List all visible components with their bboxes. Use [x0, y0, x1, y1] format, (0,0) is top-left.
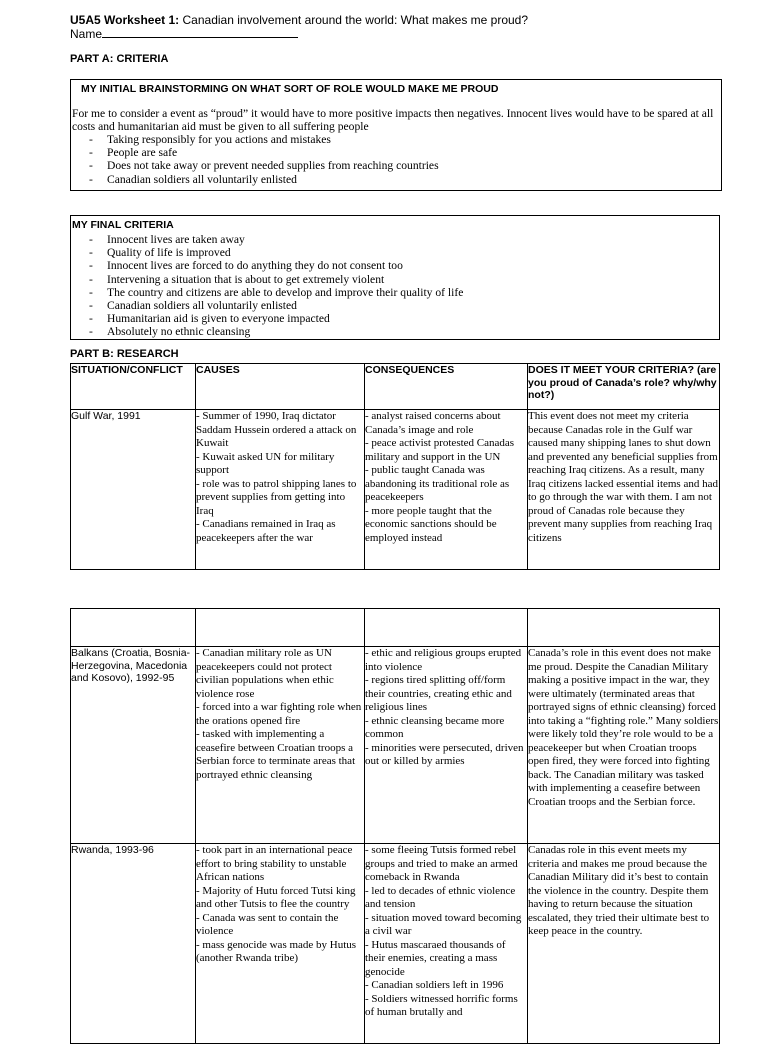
- cause-item: - forced into a war fighting role when the orations opened fire: [196, 701, 362, 727]
- situation-cell: Rwanda, 1993-96: [71, 844, 196, 1044]
- name-line[interactable]: [70, 27, 298, 41]
- research-table-2: [70, 608, 720, 1044]
- list-item: - The country and citizens are able to develop and improve their quality of life: [72, 286, 712, 299]
- consequence-item: - Canadian soldiers left in 1996: [365, 979, 504, 991]
- list-item: - Canadian soldiers all voluntarily enlisted: [72, 299, 712, 312]
- cause-item: - Majority of Hutu forced Tutsi king and other Tutsis to flee the country: [196, 884, 356, 910]
- consequence-item: - ethic and religious groups erupted into violence: [365, 647, 522, 673]
- table-row: [71, 410, 720, 570]
- cause-item: - Canada was sent to contain the violence: [196, 911, 339, 937]
- empty-header-cell: [528, 609, 720, 647]
- table-header-row-empty: [71, 609, 720, 647]
- consequence-item: - some fleeing Tutsis formed rebel groups and tried to make an armed comeback in Rwanda: [365, 844, 518, 883]
- worksheet-title: [70, 13, 528, 27]
- initial-brainstorming-box: [70, 79, 722, 191]
- table-row: [71, 844, 720, 1044]
- cause-item: - Kuwait asked UN for military support: [196, 450, 335, 476]
- consequence-item: - regions tired splitting off/form their countries, creating ethic and religious lines: [365, 674, 512, 713]
- list-item: - Absolutely no ethnic cleansing: [72, 325, 712, 338]
- consequence-item: - peace activist protested Canadas military and support in the UN: [365, 437, 515, 463]
- part-a-heading: PART A: CRITERIA: [70, 53, 169, 65]
- consequence-item: - ethnic cleansing became more common: [365, 714, 505, 740]
- list-item: - Taking responsibly for you actions and mistakes: [72, 133, 712, 146]
- list-item: - Innocent lives are forced to do anything they do not consent too: [72, 259, 712, 272]
- empty-header-cell: [71, 609, 196, 647]
- criteria-cell: Canadas role in this event meets my criteria and makes me proud because the Canadian Military did it’s best to contain the violence in the country. Despite them having to return because the situation escalated, they tried their ultimate best to keep peace in the country.: [528, 844, 720, 1044]
- cause-item: - mass genocide was made by Hutus (another Rwanda tribe): [196, 938, 357, 964]
- consequence-item: - Hutus mascaraed thousands of their enemies, creating a mass genocide: [365, 938, 506, 978]
- empty-header-cell: [365, 609, 528, 647]
- list-item: - Intervening a situation that is about to get extremely violent: [72, 273, 712, 286]
- criteria-cell: This event does not meet my criteria because Canadas role in the Gulf war caused many shipping lanes to shut down and prevented any beneficial supplies from reaching Iraq citizens. As a result, many Iraq citizens lacked essential items and had to go through the war with them. I am not proud of Canadas role because they prevent many supplies from reaching Iraq citizens: [528, 410, 720, 570]
- causes-cell: [196, 844, 365, 1044]
- list-item: - People are safe: [72, 146, 712, 159]
- consequence-item: - minorities were persecuted, driven out or killed by armies: [365, 741, 524, 767]
- consequence-item: - situation moved toward becoming a civil war: [365, 911, 522, 937]
- final-criteria-list: [72, 233, 712, 339]
- consequences-cell: [365, 844, 528, 1044]
- cause-item: - Summer of 1990, Iraq dictator Saddam Hussein ordered a attack on Kuwait: [196, 410, 357, 449]
- situation-cell: Gulf War, 1991: [71, 410, 196, 570]
- list-item: - Quality of life is improved: [72, 246, 712, 259]
- initial-brainstorming-paragraph: For me to consider a event as “proud” it would have to more positive impacts then negatives. Innocent lives would have to be spared at all costs and humanitarian aid must be given to all suffering people: [72, 107, 714, 134]
- research-table-1: [70, 363, 720, 570]
- initial-brainstorming-heading: MY INITIAL BRAINSTORMING ON WHAT SORT OF ROLE WOULD MAKE ME PROUD: [81, 83, 499, 95]
- column-header-causes: CAUSES: [196, 364, 365, 410]
- causes-cell: [196, 410, 365, 570]
- situation-cell: Balkans (Croatia, Bosnia- Herzegovina, Macedonia and Kosovo), 1992-95: [71, 647, 196, 844]
- consequence-item: - Soldiers witnessed horrific forms of human brutally and: [365, 992, 518, 1018]
- cause-item: - tasked with implementing a ceasefire between Croatian troops a Serbian force to terminate areas that portrayed ethnic cleansing: [196, 728, 356, 781]
- column-header-consequences: CONSEQUENCES: [365, 364, 528, 410]
- final-criteria-heading: MY FINAL CRITERIA: [72, 219, 174, 231]
- cause-item: - Canadians remained in Iraq as peacekeepers after the war: [196, 518, 336, 544]
- criteria-cell: Canada’s role in this event does not make me proud. Despite the Canadian Military making a positive impact in the war, they were ultimately (terminated areas that portrayed signs of ethnic cleansing) forced into taking a “fighting role.” Many soldiers were likely told they’re role would to be a peacekeeper but when Croatian troops open fired, they were forced into fighting back. The Canadian military was tasked with implementing a ceasefire between Croatian troops and the Serbian force.: [528, 647, 720, 844]
- consequences-cell: [365, 410, 528, 570]
- cause-item: - took part in an international peace effort to bring stability to unstable African nations: [196, 844, 353, 883]
- consequence-item: - more people taught that the economic sanctions should be employed instead: [365, 504, 497, 544]
- worksheet-topic: Canadian involvement around the world: What makes me proud?: [182, 13, 529, 27]
- cause-item: - Canadian military role as UN peacekeepers could not protect civilian populations when ethic violence rose: [196, 647, 334, 700]
- name-label: Name: [70, 27, 103, 41]
- worksheet-label: U5A5 Worksheet 1:: [70, 13, 180, 27]
- consequence-item: - public taught Canada was abandoning its traditional role as peacekeepers: [365, 464, 510, 503]
- consequence-item: - led to decades of ethnic violence and tension: [365, 884, 516, 910]
- causes-cell: [196, 647, 365, 844]
- initial-brainstorming-list: [72, 133, 712, 186]
- list-item: - Humanitarian aid is given to everyone impacted: [72, 312, 712, 325]
- empty-header-cell: [196, 609, 365, 647]
- final-criteria-box: [70, 215, 720, 340]
- consequence-item: - analyst raised concerns about Canada’s image and role: [365, 410, 501, 436]
- consequences-cell: [365, 647, 528, 844]
- cause-item: - role was to patrol shipping lanes to prevent supplies from getting into Iraq: [196, 477, 357, 517]
- list-item: - Canadian soldiers all voluntarily enlisted: [72, 173, 712, 186]
- list-item: - Does not take away or prevent needed supplies from reaching countries: [72, 159, 712, 172]
- column-header-situation: SITUATION/CONFLICT: [71, 364, 196, 410]
- table-row: [71, 647, 720, 844]
- list-item: - Innocent lives are taken away: [72, 233, 712, 246]
- column-header-criteria: DOES IT MEET YOUR CRITERIA? (are you proud of Canada’s role? why/why not?): [528, 364, 720, 410]
- part-b-heading: PART B: RESEARCH: [70, 348, 179, 360]
- table-header-row: [71, 364, 720, 410]
- name-blank[interactable]: [102, 27, 298, 38]
